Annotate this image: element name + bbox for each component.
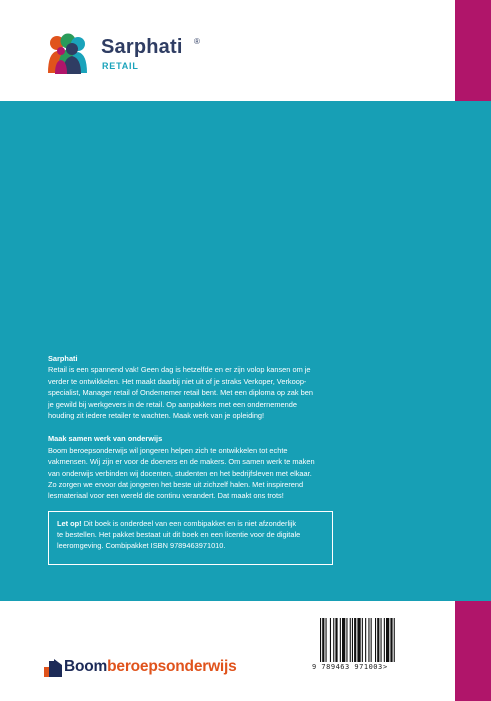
- publisher-name: Boom: [64, 658, 108, 675]
- barcode-bar: [354, 618, 356, 662]
- body-line: Retail is een spannend vak! Geen dag is hetzelfde en er zijn volop kansen om je: [48, 365, 311, 375]
- barcode-arrow: >: [383, 663, 388, 671]
- section-body: [48, 445, 348, 502]
- barcode-bar: [350, 618, 351, 662]
- section-body: [48, 364, 348, 421]
- isbn-barcode: [312, 618, 427, 682]
- barcode-bar: [326, 618, 327, 662]
- note-line: Dit boek is onderdeel van een combipakket en is niet afzonderlijk: [81, 519, 297, 528]
- body-line: je gewild bij werkgevers in de retail. Op aanpakkers met een ondernemende: [48, 399, 297, 409]
- barcode-bars: [320, 618, 395, 662]
- note-label: Let op!: [57, 519, 82, 528]
- barcode-bar: [357, 618, 360, 662]
- barcode-bar: [384, 618, 385, 662]
- brand-subtitle: RETAIL: [102, 61, 139, 71]
- back-cover-text: [48, 353, 348, 514]
- barcode-bar: [365, 618, 366, 662]
- combipakket-note: [48, 511, 333, 565]
- note-line: leeromgeving. Combipakket ISBN 9789463971010.: [57, 541, 226, 551]
- brand-name: Sarphati: [101, 36, 183, 58]
- section-heading: Sarphati: [48, 354, 78, 363]
- publisher-logo: [44, 656, 237, 678]
- registered-mark: ®: [194, 37, 200, 46]
- barcode-bar: [394, 618, 395, 662]
- body-line: specialist, Manager retail of Ondernemer retail bent. Met een diploma op zak ben: [48, 388, 313, 398]
- barcode-bar: [335, 618, 337, 662]
- section-heading: Maak samen werk van onderwijs: [48, 434, 163, 444]
- isbn-digits: 9 789463 971003: [312, 663, 383, 671]
- body-line: lesmateriaal voor een wereld die continu verandert. Dat maakt ons trots!: [48, 491, 284, 501]
- body-line: Zo zorgen we ervoor dat jongeren het beste uit zichzelf halen. Met inspirerend: [48, 480, 304, 490]
- barcode-bar: [390, 618, 392, 662]
- barcode-bar: [371, 618, 372, 662]
- barcode-bar: [362, 618, 363, 662]
- barcode-bar: [330, 618, 331, 662]
- body-line: vakmensen. Wij zijn er voor de doeners en de makers. Om samen werk te maken: [48, 457, 315, 467]
- magenta-stripe-bottom: [455, 601, 491, 701]
- barcode-bar: [320, 618, 321, 662]
- barcode-bar: [375, 618, 376, 662]
- barcode-bar: [342, 618, 345, 662]
- barcode-bar: [377, 618, 379, 662]
- barcode-bar: [386, 618, 389, 662]
- barcode-bar: [322, 618, 324, 662]
- body-line: verder te ontwikkelen. Het maakt daarbij niet uit of je straks Verkoper, Verkoop-: [48, 376, 307, 386]
- body-line: houding zit iedere retailer te wachten. Maak werk van je opleiding!: [48, 411, 265, 421]
- people-logo-icon: [46, 33, 98, 75]
- barcode-bar: [333, 618, 334, 662]
- barcode-bar: [346, 618, 347, 662]
- barcode-bar: [381, 618, 382, 662]
- magenta-stripe-top: [455, 0, 491, 101]
- sarphati-logo: [46, 33, 206, 75]
- barcode-bar: [340, 618, 341, 662]
- note-line: te bestellen. Het pakket bestaat uit dit boek en een licentie voor de digitale: [57, 530, 301, 540]
- publisher-sub: beroepsonderwijs: [107, 658, 237, 675]
- barcode-bar: [352, 618, 353, 662]
- body-line: Boom beroepsonderwijs wil jongeren helpen zich te ontwikkelen tot echte: [48, 445, 288, 455]
- body-line: van onderwijs verbinden wij docenten, studenten en het bedrijfsleven met elkaar.: [48, 468, 312, 478]
- boom-icon: [44, 657, 62, 677]
- barcode-bar: [368, 618, 369, 662]
